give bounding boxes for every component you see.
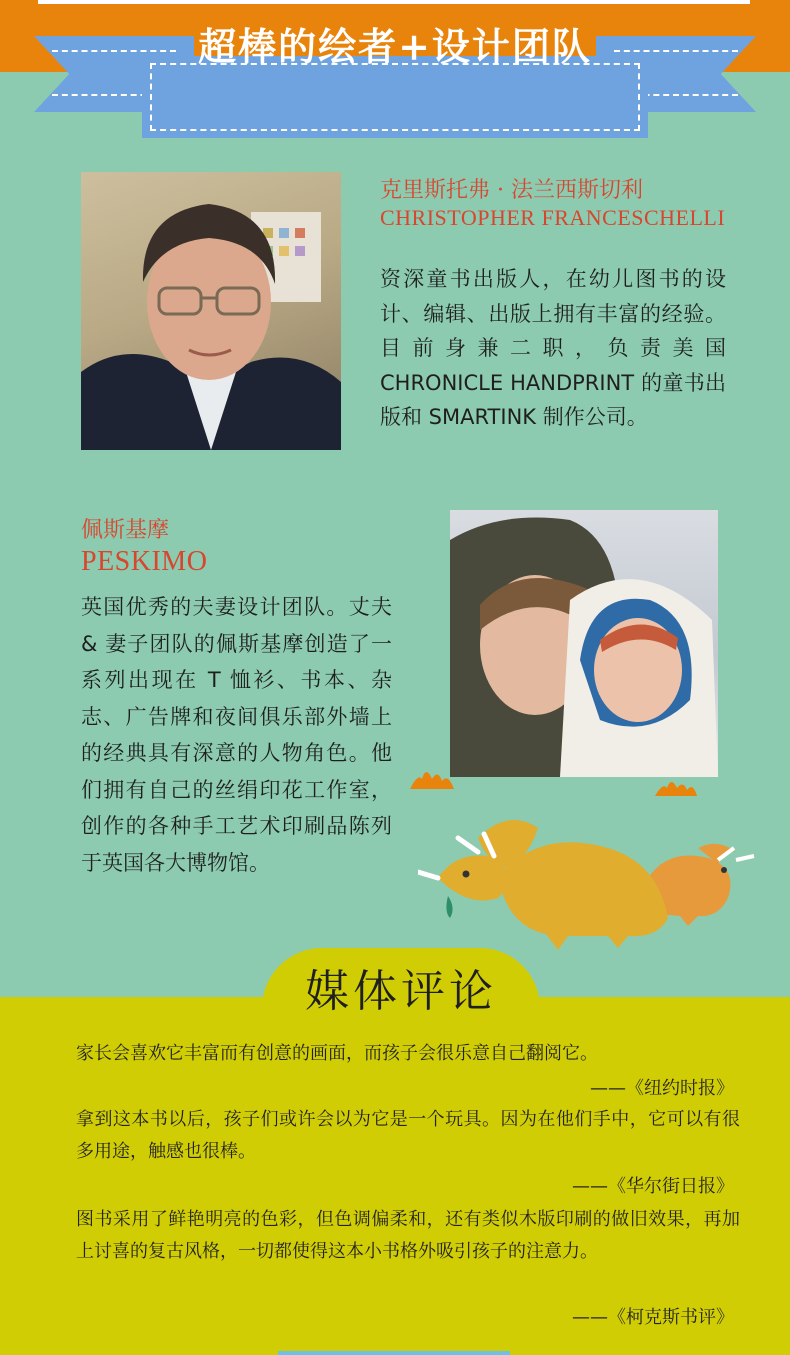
designer-bio: 英国优秀的夫妻设计团队。丈夫 & 妻子团队的佩斯基摩创造了一系列出现在 T 恤衫、书本、杂志、广告牌和夜间俱乐部外墙上的经典具有深意的人物角色。他们拥有自己的丝绢印花工作室，创作的各种手工艺术印刷品陈列于英国各大博物馆。 — [81, 595, 392, 875]
review-text: 图书采用了鲜艳明亮的色彩，但色调偏柔和，还有类似木版印刷的做旧效果，再加上讨喜的复古风格，一切都使得这本小书格外吸引孩子的注意力。 — [76, 1209, 740, 1262]
portrait-christopher — [81, 172, 341, 450]
review-source: ——《柯克斯书评》 — [572, 1307, 734, 1328]
top-divider-strip — [38, 0, 750, 4]
bottom-divider-strip — [278, 1351, 510, 1355]
designer-name-cn: 佩斯基摩 — [81, 518, 170, 543]
author-bio: 资深童书出版人，在幼儿图书的设计、编辑、出版上拥有丰富的经验。目前身兼二职，负责美国 CHRONICLE HANDPRINT 的童书出版和 SMARTINK 制作公司。 — [380, 267, 726, 429]
media-title: 媒体评论 — [305, 966, 497, 1017]
author-name-en: CHRISTOPHER FRANCESCHELLI — [380, 205, 726, 230]
portrait-peskimo — [450, 510, 718, 777]
review-text: 拿到这本书以后，孩子们或许会以为它是一个玩具。因为在他们手中，它可以有很多用途，触感也很棒。 — [76, 1109, 740, 1162]
designer-name-en: PESKIMO — [81, 546, 208, 577]
author-name-cn: 克里斯托弗 · 法兰西斯切利 — [380, 178, 643, 203]
triceratops-illustration-icon — [418, 808, 768, 958]
review-text: 家长会喜欢它丰富而有创意的画面，而孩子会很乐意自己翻阅它。 — [76, 1043, 598, 1064]
review-source: ——《纽约时报》 — [590, 1078, 734, 1099]
grass-tuft-icon — [410, 765, 454, 789]
grass-tuft-icon — [655, 776, 697, 796]
review-source: ——《华尔街日报》 — [572, 1176, 734, 1197]
section-banner-title: 超棒的绘者+设计团队 — [198, 24, 592, 69]
